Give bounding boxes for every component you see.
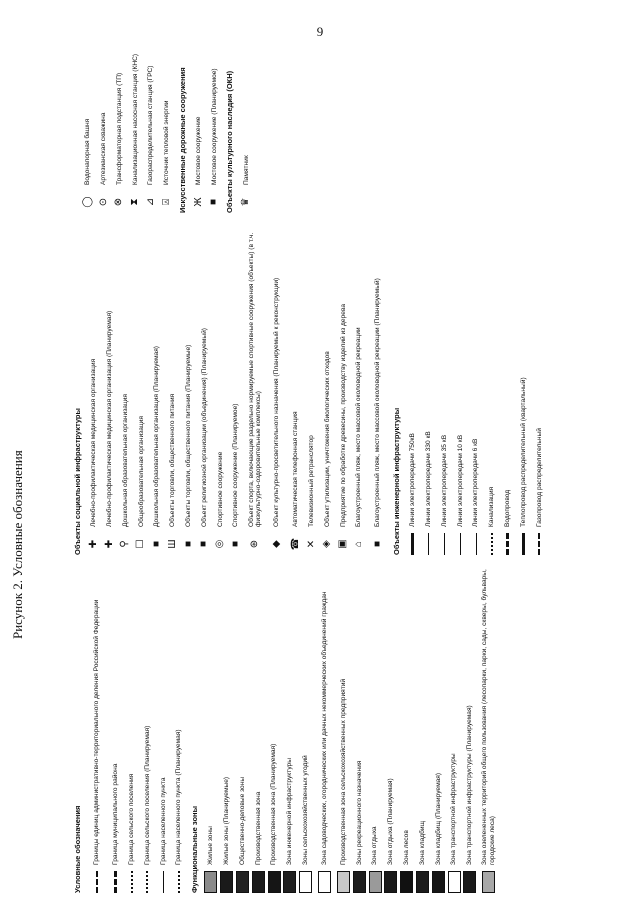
legend-row	[228, 225, 244, 555]
map-symbol-icon: ✚	[87, 539, 99, 549]
legend-symbol	[167, 533, 179, 555]
line-symbol	[491, 533, 493, 555]
legend-row	[484, 225, 500, 555]
legend-label: Благоустроенный пляж, место массовой околоводной рекреации (Планируемый)	[374, 278, 382, 527]
legend-symbol	[240, 191, 252, 213]
line-symbol	[178, 871, 180, 893]
legend-symbol	[104, 533, 116, 555]
legend-symbol	[230, 533, 242, 555]
legend-row	[335, 225, 351, 555]
zone-swatch	[448, 871, 461, 893]
legend-symbol	[129, 191, 141, 213]
legend-row	[399, 563, 415, 893]
legend-label: Жилые зоны (Планируемые)	[222, 776, 230, 865]
line-symbol	[506, 533, 509, 555]
legend-label: Граница сельского поселения (Планируемая)	[143, 725, 151, 865]
legend-symbol	[110, 871, 122, 893]
legend-row	[405, 225, 421, 555]
legend-label: Граница муниципального района	[112, 763, 120, 865]
legend-label: Благоустроенный пляж, место массовой околоводной рекреации	[355, 327, 363, 527]
zone-swatch	[220, 871, 233, 893]
legend-symbol	[88, 533, 100, 555]
legend-symbol	[205, 871, 217, 893]
legend-label: Трансформаторная подстанция (ТП)	[115, 72, 123, 185]
zone-swatch	[268, 871, 281, 893]
legend-symbol	[183, 533, 195, 555]
map-symbol-icon: ⚲	[119, 540, 131, 548]
line-symbol	[444, 533, 445, 555]
legend-label: Зона садоводческих, огороднических или дачных некоммерческих объединений граждан	[320, 591, 328, 865]
legend-row	[86, 225, 102, 555]
legend-row	[108, 563, 124, 893]
legend-label: Граница сельского поселения	[127, 773, 135, 865]
legend-label: Канализационная насосная станция (КНС)	[131, 53, 139, 185]
legend-row	[143, 23, 159, 213]
legend-column-middle	[70, 225, 547, 555]
legend-symbol	[372, 533, 384, 555]
legend-row	[80, 23, 96, 213]
line-symbol	[538, 533, 540, 555]
map-symbol-icon: ◆	[270, 540, 282, 548]
legend-row	[298, 563, 314, 893]
heritage-title: Объекты культурного наследия (ОКН)	[225, 70, 235, 213]
legend-symbol	[300, 871, 312, 893]
map-symbol-icon: ♛	[240, 197, 252, 207]
map-symbol-icon: ⊛	[248, 539, 260, 549]
legend-label: Артезианская скважина	[99, 112, 107, 185]
map-symbol-icon: ▣	[337, 539, 349, 549]
engineering-title: Объекты инженерной инфраструктуры	[391, 407, 401, 555]
line-symbol	[114, 871, 117, 893]
legend-row	[250, 563, 266, 893]
legend-label: Зона инженерной инфраструктуры	[286, 758, 294, 865]
legend-label: Объект религиозной организации (объединения) (Планируемый)	[200, 328, 208, 527]
legend-label: Линии электропередачи 330 кВ	[424, 431, 432, 527]
legend-row	[235, 563, 251, 893]
legend-symbol	[119, 533, 131, 555]
legend-label: Объект спорта, включающие раздельно нормируемые спортивные сооружения (объекты) (в т.ч. физкультурно-оздоровительные комплексы)	[247, 232, 262, 527]
legend-symbol	[252, 871, 264, 893]
legend-symbol	[271, 533, 283, 555]
map-symbol-icon: ⊿	[145, 197, 157, 207]
map-symbol-icon: ⊙	[97, 197, 109, 207]
map-symbol-icon: ☐	[135, 539, 147, 549]
legend-label: Линии электропередачи 6 кВ	[472, 438, 480, 527]
map-symbol-icon: ■	[208, 198, 220, 206]
legend-row	[244, 225, 266, 555]
figure-caption: Рисунок 2. Условные обозначения	[10, 450, 25, 639]
legend-label: Предприятие по обработке древесины, производству изделий из дерева	[339, 304, 347, 527]
legend-symbol	[135, 533, 147, 555]
legend-row	[478, 563, 500, 893]
legend-row	[197, 225, 213, 555]
legend-label: Линии электропередачи 35 кВ	[440, 434, 448, 527]
map-symbol-icon: ◈	[321, 540, 333, 548]
legend-symbol	[82, 191, 94, 213]
legend-row	[446, 563, 462, 893]
zone-swatch	[400, 871, 413, 893]
legend-symbol	[126, 871, 138, 893]
legend-row	[207, 23, 223, 213]
line-symbol	[460, 533, 461, 555]
map-symbol-icon: ■	[198, 540, 210, 548]
legend-symbol	[198, 533, 210, 555]
zone-swatch	[463, 871, 476, 893]
legend-symbol	[161, 191, 173, 213]
map-symbol-icon: ⌂	[353, 540, 365, 548]
legend-label: Объект культурно-просветительного назначения (Планируемый к реконструкции)	[273, 277, 281, 527]
map-symbol-icon: ■	[230, 540, 242, 548]
legend-row	[191, 23, 207, 213]
legend-symbol	[448, 871, 460, 893]
legend-label: Зоны сельскохозяйственных угодий	[301, 755, 309, 865]
legend-label: Источник тепловой энергии	[163, 100, 171, 185]
legend-symbol	[214, 533, 226, 555]
legend-row	[314, 563, 336, 893]
legend-label: Производственная зона	[254, 791, 262, 865]
legend-row	[127, 23, 143, 213]
legend-symbol	[502, 533, 514, 555]
legend-symbol	[483, 871, 495, 893]
legend-symbol	[98, 191, 110, 213]
legend-symbol	[470, 533, 482, 555]
legend-symbol	[208, 191, 220, 213]
zone-swatch	[384, 871, 397, 893]
legend-symbol	[321, 533, 333, 555]
legend-label: Производственная зона сельскохозяйственных предприятий	[339, 678, 347, 865]
legend-row	[367, 563, 383, 893]
legend-label: Телевизионный ретранслятор	[307, 435, 315, 527]
legend-symbol	[407, 533, 419, 555]
legend-label: Зона озелененных территорий общего пользования (лесопарки, парки, сады, скверы, бульвары, городские леса)	[481, 569, 496, 865]
legend-label: Общественно-деловые зоны	[238, 776, 246, 865]
legend-row	[212, 225, 228, 555]
legend-label: Линии электропередачи 750кВ	[409, 433, 417, 527]
legend-label: Спортивное сооружение (Планируемое)	[232, 403, 240, 527]
legend-row	[96, 23, 112, 213]
legend-symbol	[319, 871, 331, 893]
legend-symbol	[533, 533, 545, 555]
legend-row	[155, 563, 171, 893]
legend-row	[181, 225, 197, 555]
legend-symbol	[517, 533, 529, 555]
legend-row	[266, 563, 282, 893]
legend-symbol	[268, 871, 280, 893]
legend-label: Газораспределительная станция (ГРС)	[147, 65, 155, 185]
legend-label: Теплопровод распределительный (квартальный)	[519, 377, 527, 527]
legend-label: Газопровод распределительный	[535, 428, 543, 527]
map-symbol-icon: Ш	[166, 539, 178, 549]
legend-symbol	[401, 871, 413, 893]
legend-symbol	[432, 871, 444, 893]
legend-symbol	[91, 871, 103, 893]
map-symbol-icon: ■	[371, 540, 383, 548]
legend-symbol	[193, 191, 205, 213]
map-symbol-icon: ✚	[103, 539, 115, 549]
legend-row	[452, 225, 468, 555]
legend-row	[238, 23, 254, 213]
legend-row	[415, 563, 431, 893]
legend-row	[118, 225, 134, 555]
legend-symbol	[236, 871, 248, 893]
legend-symbol	[423, 533, 435, 555]
legend-row	[351, 563, 367, 893]
legend-label: Зона кладбищ (Планируемая)	[434, 772, 442, 865]
legend-label: Линии электропередачи 10 кВ	[456, 434, 464, 527]
legend-label: Водопровод	[503, 489, 511, 527]
legend-label: Общеобразовательная организация	[137, 416, 145, 527]
legend-row	[133, 225, 149, 555]
legend-label: Водонапорная башня	[84, 118, 92, 185]
line-symbol	[476, 533, 477, 555]
legend-symbol	[438, 533, 450, 555]
legend-row	[171, 563, 187, 893]
legend-label: Канализация	[488, 486, 496, 527]
legend-row	[159, 23, 175, 213]
map-symbol-icon: ☎	[289, 537, 301, 551]
legend-symbol	[113, 191, 125, 213]
legend-row	[516, 225, 532, 555]
legend-symbol	[151, 533, 163, 555]
legend-row	[149, 225, 165, 555]
legend-symbol	[284, 871, 296, 893]
map-symbol-icon: ■	[182, 540, 194, 548]
zone-swatch	[432, 871, 445, 893]
legend-label: Лечебно-профилактическая медицинская организация	[90, 358, 98, 527]
legend-symbol	[464, 871, 476, 893]
legend-label: Зона отдыха	[371, 826, 379, 865]
legend-row	[219, 563, 235, 893]
legend-row	[102, 225, 118, 555]
legend-label: Жилые зоны	[207, 826, 215, 865]
map-symbol-icon: ✕	[305, 539, 317, 549]
zone-swatch	[252, 871, 265, 893]
social-title: Объекты социальной инфраструктуры	[73, 408, 82, 555]
legend-label: Спортивное сооружение	[216, 451, 224, 527]
map-symbol-icon: Ж	[192, 197, 204, 207]
legend-column-left	[70, 563, 500, 893]
legend-label: Производственная зона (Планируемая)	[270, 743, 278, 865]
line-symbol	[163, 871, 164, 893]
zone-swatch	[318, 871, 331, 893]
legend-label: Зоны рекреационного назначения	[355, 760, 363, 865]
legend-symbol	[353, 871, 365, 893]
legend-row	[437, 225, 453, 555]
legend-label: Объект утилизации, уничтожения биологических отходов	[323, 351, 331, 527]
legend-symbol	[173, 871, 185, 893]
legend-row	[320, 225, 336, 555]
legend-label: Мостовое сооружение	[194, 116, 202, 185]
legend-symbol	[249, 533, 261, 555]
legend-row	[203, 563, 219, 893]
legend-symbol	[306, 533, 318, 555]
legend-symbol	[416, 871, 428, 893]
legend-title: Условные обозначения	[73, 805, 82, 893]
zone-swatch	[236, 871, 249, 893]
line-symbol	[411, 533, 414, 555]
legend-row	[86, 563, 108, 893]
legend-symbol	[145, 191, 157, 213]
zone-swatch	[204, 871, 217, 893]
zone-swatch	[369, 871, 382, 893]
legend-symbol	[157, 871, 169, 893]
map-symbol-icon: ■	[151, 540, 163, 548]
legend-label: Зона кладбищ	[418, 821, 426, 865]
roads-title: Искусственные дорожные сооружения	[177, 67, 187, 213]
zone-swatch	[353, 871, 366, 893]
legend-row	[124, 563, 140, 893]
legend-row	[421, 225, 437, 555]
zone-swatch	[283, 871, 296, 893]
legend-label: Зона транспортной инфраструктуры	[450, 753, 458, 865]
legend-label: Автоматическая телефонная станция	[292, 411, 300, 527]
legend-label: Объекты торговли, общественного питания (Планируемые)	[184, 344, 192, 527]
legend-row	[383, 563, 399, 893]
legend-column-right	[70, 23, 254, 213]
legend-label: Зона отдыха (Планируемая)	[387, 778, 395, 865]
legend-row	[468, 225, 484, 555]
line-symbol	[522, 533, 525, 555]
legend-symbol	[385, 871, 397, 893]
legend-row	[165, 225, 181, 555]
line-symbol	[428, 533, 429, 555]
legend-symbol	[337, 871, 349, 893]
zones-title: Функциональные зоны	[189, 806, 199, 893]
legend-label: Зона лесов	[402, 830, 410, 865]
legend-row	[282, 563, 298, 893]
legend-row	[462, 563, 478, 893]
legend-symbol	[337, 533, 349, 555]
legend-label: Лечебно-профилактическая медицинская организация (Планируемая)	[105, 310, 113, 527]
map-symbol-icon: ⧗	[129, 198, 141, 206]
zone-swatch	[416, 871, 429, 893]
legend-row	[112, 23, 128, 213]
legend-row	[140, 563, 156, 893]
legend-label: Граница населенного пункта	[159, 777, 167, 865]
zone-swatch	[299, 871, 312, 893]
legend-label: Дошкольная образовательная организация (Планируемая)	[153, 346, 161, 527]
legend-row	[500, 225, 516, 555]
legend-row	[336, 563, 352, 893]
legend-symbol	[454, 533, 466, 555]
legend-row	[288, 225, 304, 555]
legend-label: Мостовое сооружение (Планируемое)	[210, 68, 218, 185]
legend-label: Объекты торговли, общественного питания	[169, 393, 177, 527]
legend-row	[266, 225, 288, 555]
map-symbol-icon: ◎	[214, 539, 226, 549]
legend-sheet	[70, 23, 570, 893]
legend-symbol	[221, 871, 233, 893]
zone-swatch	[482, 871, 495, 893]
legend-label: Памятник	[242, 155, 250, 185]
line-symbol	[96, 871, 98, 893]
legend-symbol	[290, 533, 302, 555]
map-symbol-icon: ◯	[81, 196, 93, 208]
legend-row	[304, 225, 320, 555]
page-number: 9	[316, 24, 324, 39]
legend-label: Зона транспортной инфраструктуры (Планируемая)	[466, 705, 474, 865]
legend-label: Граница населенного пункта (Планируемая)	[175, 729, 183, 865]
legend-label: Границы единиц административно-территориального деления Российской Федерации	[93, 599, 101, 865]
line-symbol	[146, 871, 148, 893]
legend-symbol	[369, 871, 381, 893]
zone-swatch	[337, 871, 350, 893]
legend-row	[430, 563, 446, 893]
legend-row	[351, 225, 367, 555]
line-symbol	[131, 871, 133, 893]
map-symbol-icon: ⊗	[113, 197, 125, 207]
legend-row	[531, 225, 547, 555]
legend-label: Дошкольная образовательная организация	[121, 394, 129, 527]
map-symbol-icon: ⍓	[160, 199, 172, 205]
legend-symbol	[486, 533, 498, 555]
legend-symbol	[353, 533, 365, 555]
legend-row	[367, 225, 389, 555]
legend-symbol	[141, 871, 153, 893]
